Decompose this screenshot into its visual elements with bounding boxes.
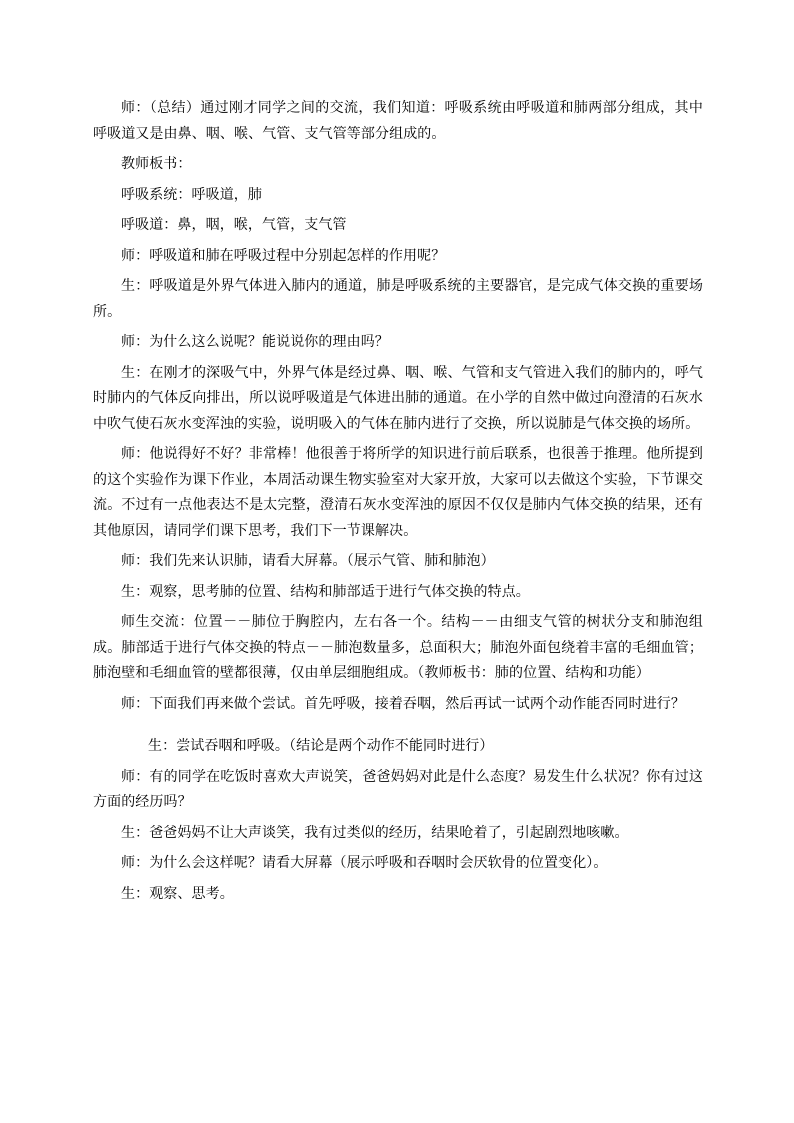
paragraph-teacher-why: 师：为什么这么说呢？能说说你的理由吗？ <box>121 334 389 350</box>
paragraph-teacher-summary: 师：（总结）通过刚才同学之间的交流，我们知道：呼吸系统由呼吸道和肺两部分组成，其中呼吸道又是由鼻、咽、喉、气管、支气管等部分组成的。 <box>93 100 703 142</box>
paragraph-student-final: 生：观察、思考。 <box>121 885 234 902</box>
paragraph-student-answer: 生：呼吸道是外界气体进入肺内的通道，肺是呼吸系统的主要器官，是完成气体交换的重要场所。 <box>93 278 703 320</box>
paragraph-teacher-lung-intro: 师：我们先来认识肺，请看大屏幕。（展示气管、肺和肺泡） <box>121 553 495 569</box>
paragraph-student-try: 生：尝试吞咽和呼吸。（结论是两个动作不能同时进行） <box>148 738 494 754</box>
paragraph-student-reason: 生：在刚才的深吸气中，外界气体是经过鼻、咽、喉、气管和支气管进入我们的肺内的，呼气时肺内的气体反向排出，所以说呼吸道是气体进出肺的通道。在小学的自然中做过向澄清的石灰水中吹气使石灰水变浑浊的实验，说明吸入的气体在肺内进行了交换，所以说肺是气体交换的场所。 <box>93 364 703 432</box>
paragraph-teacher-why-screen: 师：为什么会这样呢？请看大屏幕（展示呼吸和吞咽时会厌软骨的位置变化）。 <box>121 855 608 871</box>
lesson-transcript <box>93 96 703 912</box>
paragraph-board-airway: 呼吸道：鼻，咽，喉，气管，支气管 <box>121 217 347 233</box>
paragraph-board-heading: 教师板书： <box>121 156 192 172</box>
paragraph-student-experience: 生：爸爸妈妈不让大声谈笑，我有过类似的经历，结果呛着了，引起剧烈地咳嗽。 <box>121 824 629 841</box>
paragraph-teacher-praise: 师：他说得好不好？非常棒！他很善于将所学的知识进行前后联系，也很善于推理。他所提到的这个实验作为课下作业，本周活动课生物实验室对大家开放，大家可以去做这个实验，下节课交流。不过有一点他表达不是太完整，澄清石灰水变浑浊的原因不仅仅是肺内气体交换的结果，还有其他原因，请同学们课下思考，我们下一节课解决。 <box>93 446 703 539</box>
paragraph-discussion: 师生交流：位置－－肺位于胸腔内，左右各一个。结构－－由细支气管的树状分支和肺泡组成。肺部适于进行气体交换的特点－－肺泡数量多，总面积大；肺泡外面包绕着丰富的毛细血管；肺泡壁和毛细血管的壁都很薄，仅由单层细胞组成。（教师板书：肺的位置、结构和功能） <box>93 614 703 681</box>
paragraph-teacher-try: 师：下面我们再来做个尝试。首先呼吸，接着吞咽，然后再试一试两个动作能否同时进行？ <box>121 695 685 712</box>
paragraph-student-observe: 生：观察，思考肺的位置、结构和肺部适于进行气体交换的特点。 <box>121 583 530 600</box>
paragraph-teacher-experience: 师：有的同学在吃饭时喜欢大声说笑，爸爸妈妈对此是什么态度？易发生什么状况？你有过这方面的经历吗？ <box>93 768 703 810</box>
paragraph-teacher-question: 师：呼吸道和肺在呼吸过程中分别起怎样的作用呢？ <box>121 247 446 264</box>
paragraph-board-respiratory-system: 呼吸系统：呼吸道，肺 <box>121 186 262 203</box>
